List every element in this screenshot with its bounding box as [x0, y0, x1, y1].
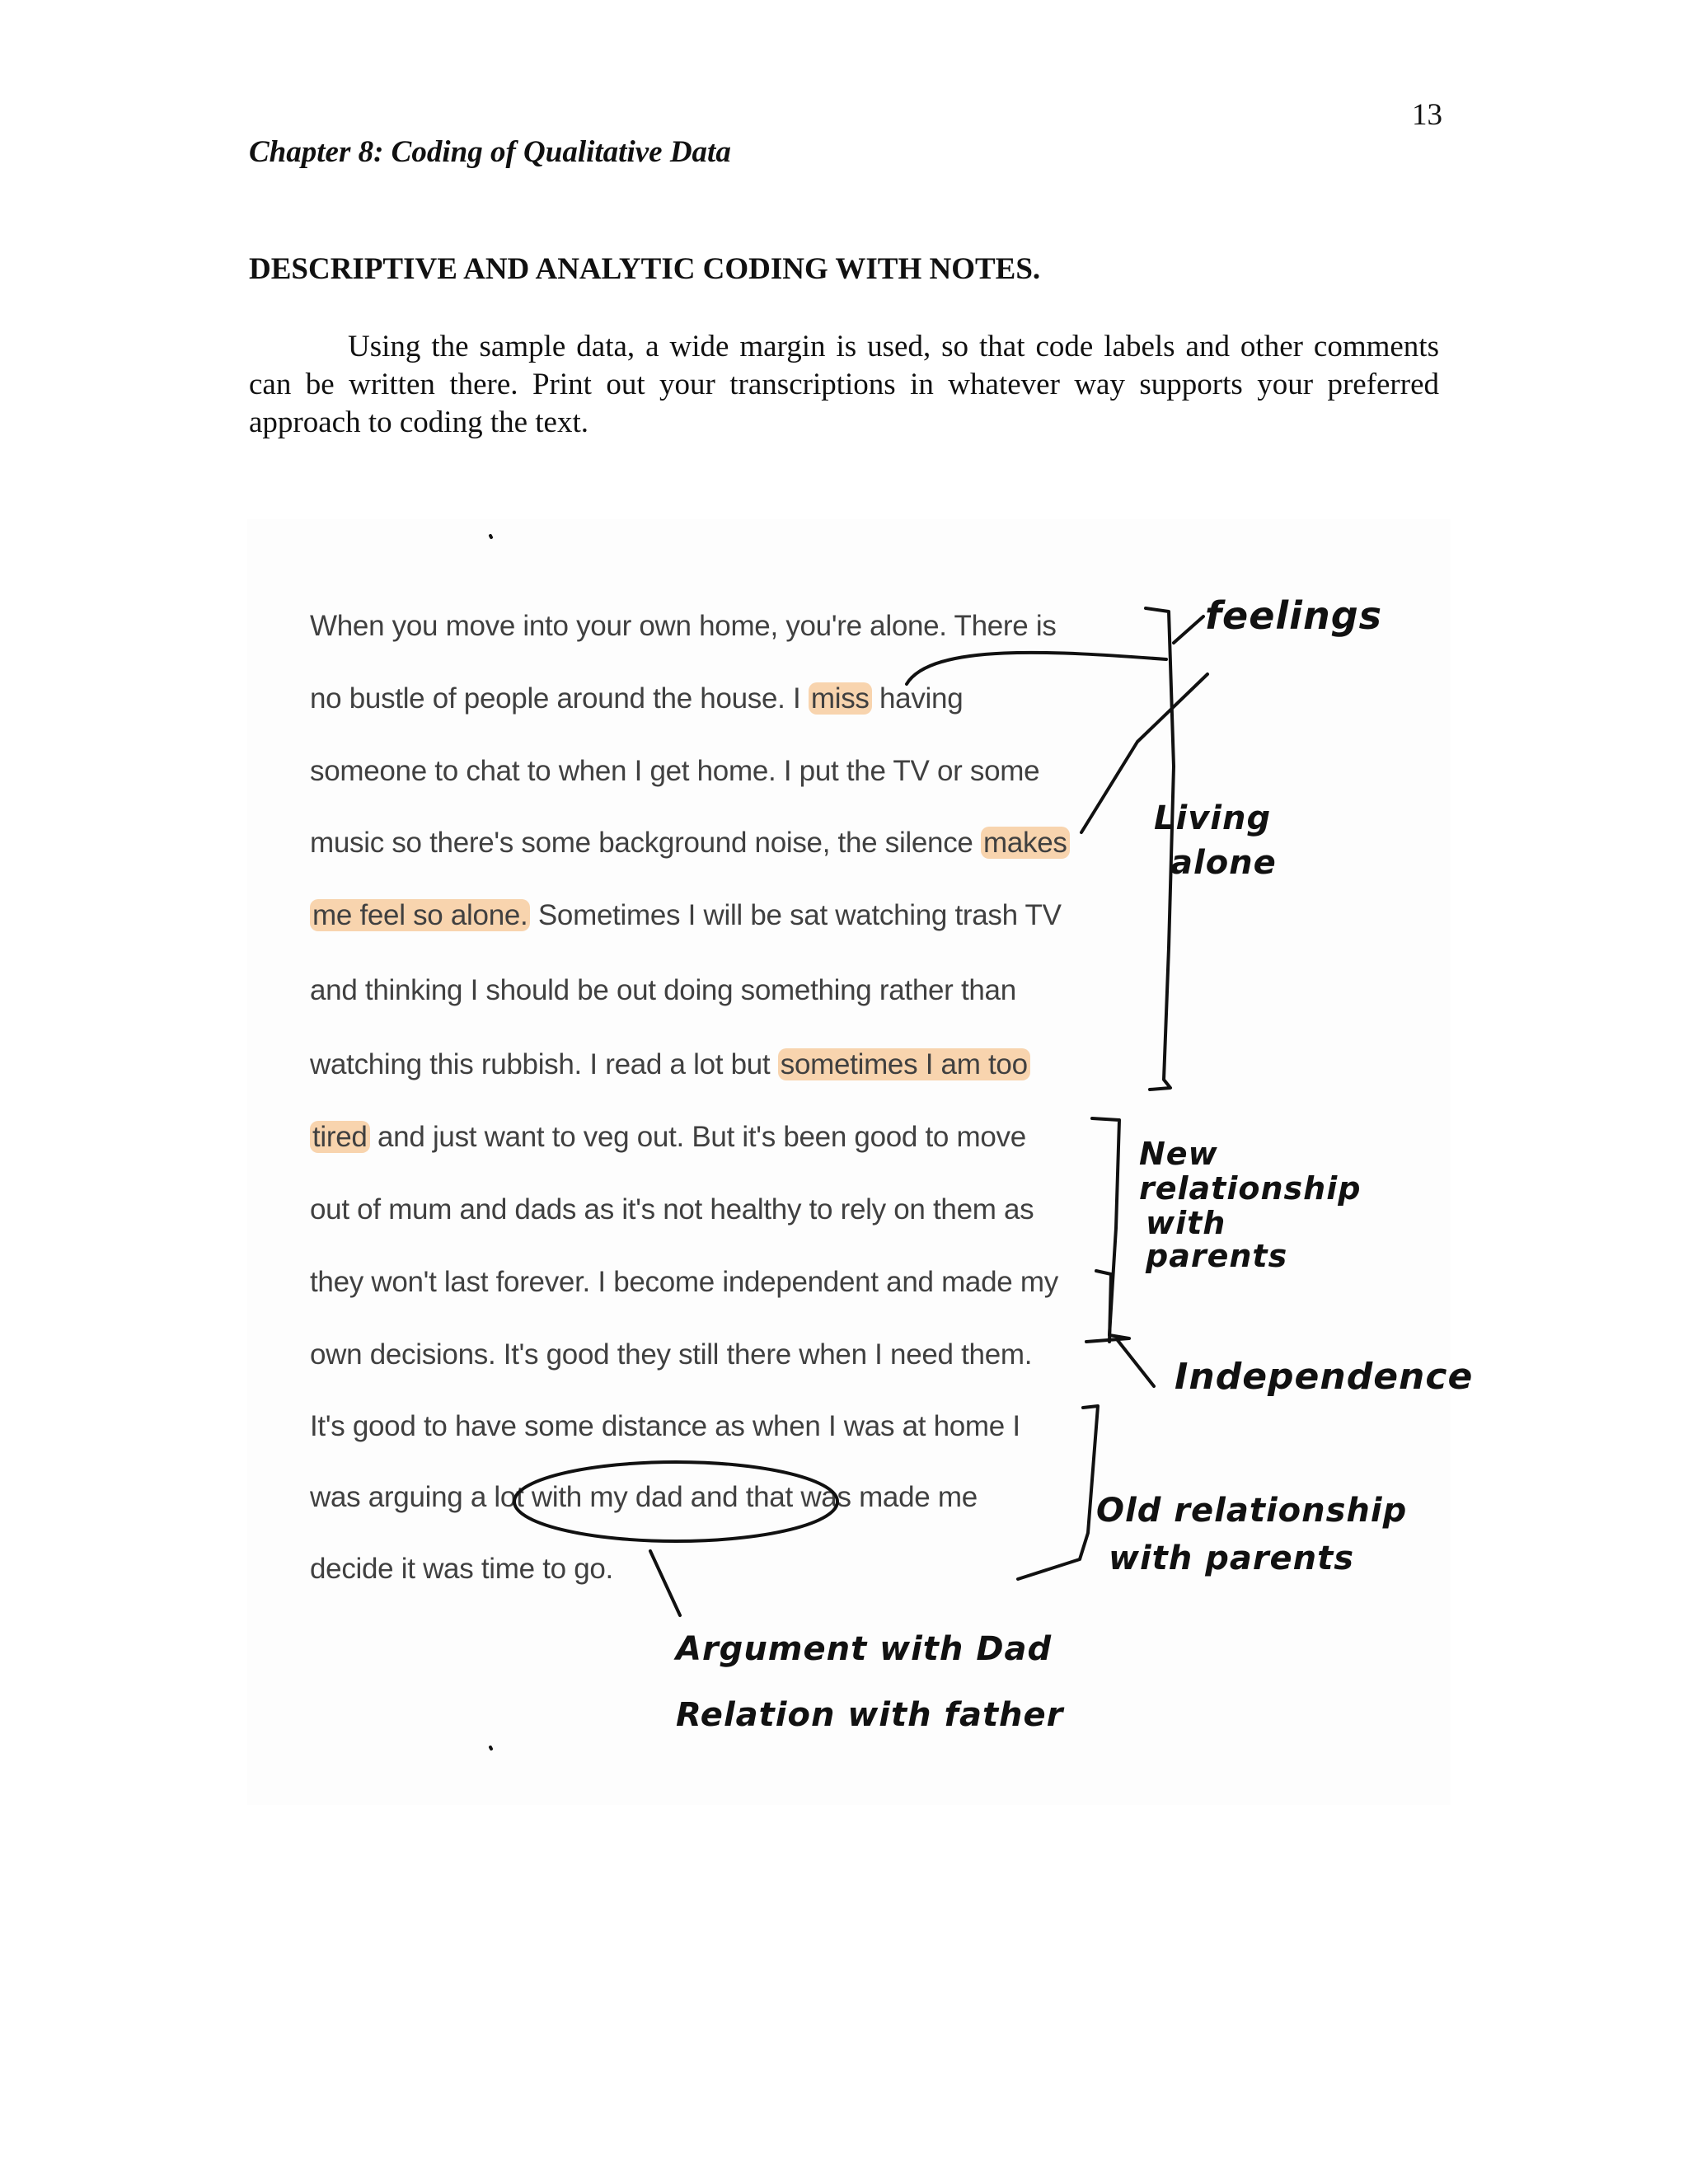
highlighted-text: miss: [809, 682, 872, 715]
note-old-relationship: Old relationship: [1096, 1492, 1408, 1530]
transcript-line: out of mum and dads as it's not healthy to rely on them as: [310, 1193, 1034, 1226]
highlighted-text: sometimes I am too: [778, 1048, 1030, 1080]
chapter-title: Chapter 8: Coding of Qualitative Data: [249, 135, 731, 169]
transcript-line: It's good to have some distance as when I was at home I: [310, 1410, 1020, 1442]
note-living: Living: [1154, 799, 1272, 837]
speck-2: [490, 1747, 491, 1749]
section-heading: DESCRIPTIVE AND ANALYTIC CODING WITH NOTES.: [249, 252, 1041, 286]
transcript-line: When you move into your own home, you're alone. There is: [310, 610, 1057, 642]
speck-1: [490, 536, 491, 537]
note-alone: alone: [1170, 844, 1277, 882]
transcript-line: tired and just want to veg out. But it's been good to move: [310, 1121, 1026, 1154]
note-relationship: relationship: [1139, 1170, 1362, 1207]
circle-arguing: [514, 1462, 837, 1541]
note-relation-with-father: Relation with father: [676, 1696, 1064, 1734]
note-with: with: [1146, 1205, 1226, 1241]
transcript-line: was arguing a lot with my dad and that was made me: [310, 1481, 978, 1513]
transcript-line: own decisions. It's good they still there when I need them.: [310, 1338, 1033, 1371]
bracket-old-relationship: [1018, 1406, 1098, 1579]
bracket-new-relationship: [1086, 1118, 1129, 1342]
transcript-line: watching this rubbish. I read a lot but sometimes I am too: [310, 1048, 1030, 1081]
transcript-line: music so there's some background noise, the silence makes: [310, 827, 1070, 860]
bracket-feelings-living-alone: [1146, 608, 1174, 1090]
highlighted-text: me feel so alone.: [310, 899, 530, 931]
transcript-line: decide it was time to go.: [310, 1553, 613, 1585]
curve-miss-to-bracket: [907, 653, 1166, 684]
highlighted-text: makes: [981, 827, 1070, 859]
arrow-independence: [1117, 1339, 1154, 1386]
bracket-independence-small: [1096, 1271, 1111, 1342]
intro-paragraph: Using the sample data, a wide margin is used, so that code labels and other comments can be written there. Print out your transcriptions in whatever way supports your preferred approach to coding the text.: [249, 330, 1439, 439]
note-feelings: feelings: [1205, 593, 1382, 638]
page-number: 13: [1412, 98, 1442, 132]
transcript-line: someone to chat to when I get home. I put the TV or some: [310, 755, 1040, 787]
line-circle-to-note: [650, 1551, 680, 1615]
note-new: New: [1139, 1136, 1218, 1172]
transcript-line: no bustle of people around the house. I miss having: [310, 682, 964, 715]
note-argument-with-dad: Argument with Dad: [676, 1630, 1053, 1668]
handwritten-marks: [247, 519, 1467, 1805]
coded-transcript-figure: [247, 519, 1474, 1805]
note-parents: parents: [1146, 1238, 1288, 1274]
transcript-line: me feel so alone. Sometimes I will be sat watching trash TV: [310, 899, 1062, 932]
note-independence: Independence: [1175, 1356, 1474, 1398]
note-with-parents: with parents: [1109, 1540, 1355, 1577]
highlighted-text: tired: [310, 1121, 370, 1153]
transcript-line: they won't last forever. I become independent and made my: [310, 1266, 1058, 1298]
arrow-feelings: [1174, 616, 1203, 643]
transcript-line: and thinking I should be out doing something rather than: [310, 974, 1016, 1006]
